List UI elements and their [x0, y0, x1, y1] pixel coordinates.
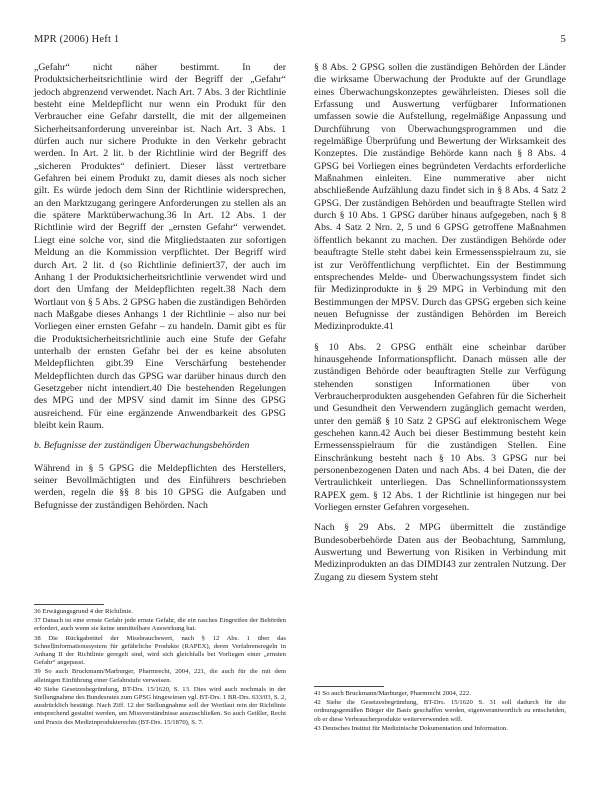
footnote-42: 42 Siehe die Gesetzesbegründung, BT-Drs. 15/1620 S. 31 soll dadurch für die ordnungsgemäßen Bürger die Basis geschaffen werden, eigenverantwortlich zu entscheiden, ob er diese Verbraucherprodukte weiterverwenden will. — [314, 699, 566, 723]
page-header — [34, 34, 566, 48]
page-number: 5 — [560, 34, 566, 45]
footnotes-left — [34, 604, 286, 728]
footnote-rule — [34, 604, 104, 605]
footnote-rule — [314, 686, 384, 687]
right-column — [314, 62, 566, 592]
footnote-37: 37 Danach ist eine ernste Gefahr jede ernste Gefahr, die ein rasches Eingreifen der Behörden erfordert, auch wenn sie keine unmittelbare Auswirkung hat. — [34, 617, 286, 633]
journal-title: MPR (2006) Heft 1 — [34, 34, 120, 45]
footnote-36: 36 Erwägungsgrund 4 der Richtlinie. — [34, 608, 133, 615]
right-paragraph-1: § 8 Abs. 2 GPSG sollen die zuständigen Behörden der Länder die wirksame Überwachung der Produkte auf der Grundlage eines Überwachungskonzeptes gewährleisten. Dieses soll die Erfassung und Auswertung verfügbarer Informationen umfassen sowie die Aufstellung, regelmäßige Anpassung und Durchführung von Überwachungsprogrammen und die regelmäßige Überprüfung und Bewertung der Wirksamkeit des Konzeptes. Die zuständige Behörde kann nach § 8 Abs. 4 GPSG bei Vorliegen eines begründeten Verdachts erforderliche Maßnahmen einleiten. Eine nummerative aber nicht abschließende Aufzählung dazu findet sich in § 8 Abs. 4 Satz 2 GPSG. Der zuständigen Behörden und beauftragte Stellen wird durch § 10 Abs. 1 GPSG darüber hinaus aufgegeben, nach § 8 Abs. 4 Satz 2 Nrn. 2, 5 und 6 GPSG getroffene Maßnahmen öffentlich bekannt zu machen. Der zuständigen Behörde oder beauftragte Stelle steht dabei kein Ermessensspielraum zu, sie ist zur Veröffentlichung verpflichtet. Ein der Bestimmung entsprechendes Melde- und Überwachungssystem findet sich für Medizinprodukte in § 29 MPG in Verbindung mit den Bestimmungen der MPSV. Durch das GPSG ergeben sich keine neuen Befugnisse der zuständigen Behörden im Bereich Medizinprodukte.41 — [314, 62, 566, 333]
footnote-40: 40 Siehe Gesetzesbegründung, BT-Drs. 15/1620, S. 13. Dies wird auch nochmals in der Stellungnahme des Bundesrates zum GPSG hingewiesen vgl. BT-Drs. 1 BR-Drs. 633/03, S. 2, ausdrücklich bestätigt. Nach Ziff. 12 der Stellungnahme soll der Wortlaut rein der Richtlinie entsprechend gestaltet werden, um Missverständnisse auszuschließen. So auch Geißler, Recht und Praxis des Medizinprodukterechts (BT-Drs. 15/1870), S. 7. — [34, 685, 287, 726]
footnote-41: 41 So auch Bruckmann/Marburger, Pharmrecht 2004, 222. — [314, 690, 471, 697]
footnote-39: 39 So auch Bruckmann/Marburger, Pharmrecht, 2004, 221, die auch für die mit dem alleinigen Einführung einer Gefahrstufe verweisen. — [34, 668, 286, 684]
section-heading: b. Befugnisse der zuständigen Überwachungsbehörden — [34, 440, 250, 452]
footnote-38: 38 Die Rückgabetitel der Missbrauchswert, nach § 12 Abs. 1 über das Schnellinformationssystem für gefährliche Produkte (RAPEX), deren Verfahrensregeln in Anhang II der Richtlinie geregelt sind, wird sich gleichfalls bei Vorliegen einer „ernsten Gefahr“ angepasst. — [34, 634, 286, 667]
left-column — [34, 62, 286, 520]
footnotes-right — [314, 686, 566, 734]
right-paragraph-3: Nach § 29 Abs. 2 MPG übermittelt die zuständige Bundesoberbehörde Daten aus der Beobachtung, Sammlung, Auswertung und Bewertung von Risiken in Verbindung mit Medizinprodukten an das DIMDI43 zur zentralen Nutzung. Der Zugang zu diesem System steht — [314, 522, 566, 583]
footnote-43: 43 Deutsches Institut für Medizinische Dokumentation und Information. — [314, 724, 508, 732]
right-paragraph-2: § 10 Abs. 2 GPSG enthält eine scheinbar darüber hinausgehende Informationspflicht. Danach müssen alle der zuständigen Behörde oder beauftragten Stelle zur Verfügung stehenden sonstigen Informationen über von Verbraucherprodukten ausgehenden Gefahren für die Sicherheit und Gesundheit den Verwendern zugänglich gemacht werden, unter den gemäß § 10 Satz 2 GPSG auf elektronischem Wege geschehen kann.42 Auch bei dieser Bestimmung besteht kein Ermessensspielraum für die zuständigen Stellen. Eine Einschränkung besteht nach § 10 Abs. 3 GPSG nur bei personenbezogenen Daten und nach Abs. 4 bei Daten, die der Vertraulichkeit unterliegen. Das Schnellinformationssystem RAPEX gem. § 12 Abs. 1 der Richtlinie ist hingegen nur bei Vorliegen ernster Gefahren vorgesehen. — [314, 341, 566, 514]
left-paragraph-1: „Gefahr“ nicht näher bestimmt. In der Produktsicherheitsrichtlinie wird der Begriff der „Gefahr“ jedoch abgrenzend verwendet. Nach Art. 7 Abs. 3 der Richtlinie besteht eine Meldepflicht nur wenn ein Produkt für den Verbraucher eine Gefahr darstellt, die mit der allgemeinen Sicherheitsanforderung unvereinbar ist. Nach Art. 3 Abs. 1 dürfen auch nur sichere Produkte in den Verkehr gebracht werden. In Art. 2 lit. b der Richtlinie wird der Begriff des „sicheren Produktes“ definiert. Dieser lässt vertretbare Gefahren bei einem Produkt zu, damit dieses als noch sicher gilt. Es würde jedoch dem Sinn der Richtlinie widersprechen, an den Marktzugang geringere Anforderungen zu stellen als an die spätere Marktüberwachung.36 In Art. 12 Abs. 1 der Richtlinie wird der Begriff der „ernsten Gefahr“ verwendet. Liegt eine solche vor, sind die Mitgliedstaaten zur sofortigen Meldung an die Kommission verpflichtet. Der Begriff wird durch Art. 2 lit. d (so Richtlinie definiert37, der auch im Anhang 1 der Produktsicherheitsrichtlinie verwendet wird und dort den Umfang der Meldepflichten regelt.38 Nach dem Wortlaut von § 5 Abs. 2 GPSG haben die zuständigen Behörden nach Maßgabe dieses Anhangs 1 der Richtlinie – also nur bei Vorliegen einer ernsten Gefahr – zu handeln. Damit gibt es für die Produktsicherheitsrichtlinie auch eine Stufe der Gefahr unterhalb der ernsten Gefahr bei der es keine absoluten Meldepflichten gibt.39 Eine Verschärfung bestehender Meldepflichten durch das GPSG war darüber hinaus durch den Gesetzgeber nicht intendiert.40 Die bestehenden Regelungen des MPG und der MPSV sind damit im Sinne des GPSG ausreichend. Für eine ergänzende Anwendbarkeit des GPSG bleibt kein Raum. — [34, 62, 286, 431]
left-paragraph-2: Während in § 5 GPSG die Meldepflichten des Herstellers, seiner Bevollmächtigten und des Einführers beschrieben werden, regeln die §§ 8 bis 10 GPSG die Aufgaben und Befugnisse der zuständigen Behörden. Nach — [34, 462, 286, 511]
